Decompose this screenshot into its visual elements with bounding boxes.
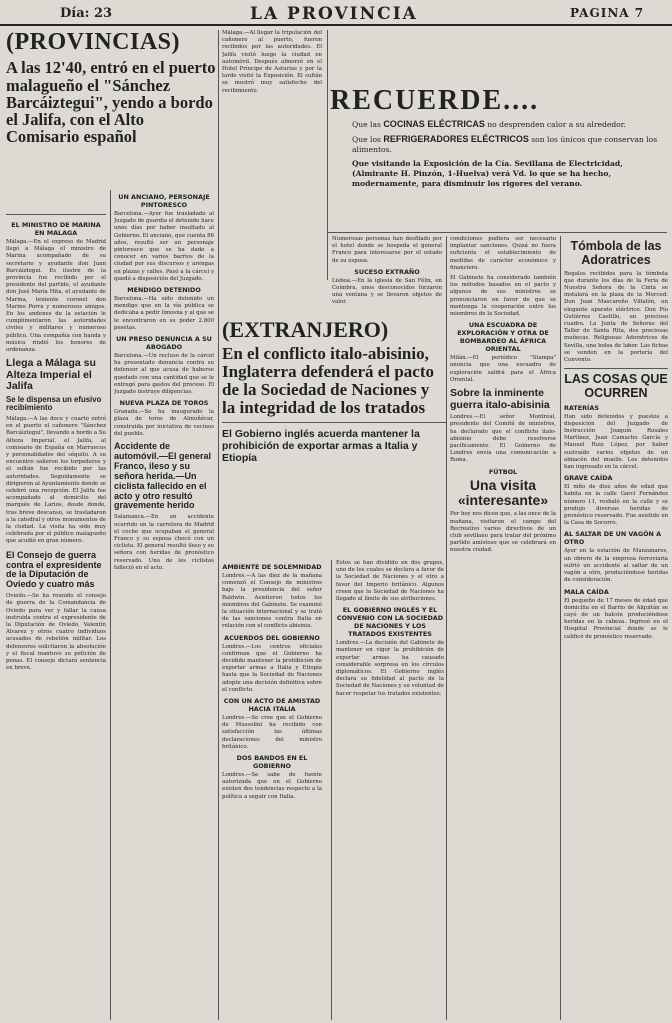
newspaper-title: LA PROVINCIA (250, 4, 418, 24)
article-text: Granada.—Se ha inaugurado la plaza de toros de Almuñécar, construida por iniciativa de vecinos del pueblo. (114, 409, 214, 437)
divider (564, 368, 668, 369)
article-text: Londres.—Se cree que el Gobierno de Mussolini ha recibido con satisfacción las últimas declaraciones del ministro británico. (222, 715, 322, 750)
article-heading: UNA ESCUADRA DE EXPLORACIÓN Y OTRA DE BOMBARDEO AL ÁFRICA ORIENTAL (457, 321, 549, 354)
article-text: Salamanca.—En un accidente ocurrido en la carretera de Madrid el coche que ocupaban el general Franco y su esposa chocó con un ciclista. El general resultó ileso y su señora con heridas de pronóstico reservado. Uno de los ciclistas falleció en el acto. (114, 514, 214, 571)
column-rule (327, 30, 328, 280)
article-text: Han sido detenidos y puestos a disposición del Juzgado de Instrucción Joaquín Rosales Martínez, Juan Camacho García y Manuel Ruiz López, por haber sustraído varios objetos de un almacén del muelle. Los detenidos han ingresado en la cárcel. (564, 413, 668, 471)
column-2 (114, 190, 214, 1020)
article-text: Málaga.—En el expreso de Madrid llegó a Málaga el ministro de Marina acompañado de su secretario y ayudante don Juan Barcáiztegui. Es ilustre de la provincia fue recibido por el presidente del partido, el ayudante don José María Hita, el ayudante de Marina, teniente coronel don Marino Porra y numerosos amigos. En los andenes de la estación le cumplimentaron las autoridades civiles y militares y numeroso público. Una compañía con banda y música rindió los honores de ordenanza. (6, 239, 106, 354)
article-heading: ACUERDOS DEL GOBIERNO (224, 633, 320, 642)
column-4-upper (332, 236, 442, 316)
article-text: Oviedo.—Se ha reunido el consejo de guerra de la Comandancia de Oviedo para ver y fallar la causa instruida contra el expresidente de la Diputación de Oviedo, Valentín Alvarez y otros cuatro individuos acusados de rebelión militar. Los defensores solicitaron la absolución y el fiscal mantuvo su petición de penas. El consejo dictará sentencia en breve. (6, 593, 106, 672)
article-heading: MENDIGO DETENIDO (127, 286, 201, 295)
article-heading: DOS BANDOS EN EL GOBIERNO (236, 754, 308, 771)
article-text: Numerosas personas han desfilado por el hotel donde se hospeda el general Franco para interesarse por el estado de su esposa. (332, 236, 442, 264)
article-text: Barcelona.—Ayer fue trasladado al Juzgado de guardia el detenido hace unos días por haber insultado al Gobierno. El anciano, que cuenta 86 años, resultó ser un personaje pintoresco que se ha dado a conocer en varios barrios de la ciudad por sus discursos y arengas en plazas y calles. Pasó a la cárcel y quedó a disposición del Juzgado. (114, 211, 214, 282)
column-rule (446, 236, 447, 1020)
article-heading: NUEVA PLAZA DE TOROS (119, 399, 209, 408)
article-text: Londres.—El señor Montreal, presidente del Comité de ministros, ha declarado que el conflicto italo-abisinio debe resolverse pacíficamente. El Gobierno de Londres envía una comunicación a Roma. (450, 414, 556, 464)
article-text: condiciones pudiera ser necesario implantar sanciones. Quizá no fuera suficiente el establecimiento de medidas de carácter económico y financiero. (450, 236, 556, 271)
column-1 (6, 218, 106, 1018)
article-heading: EL GOBIERNO INGLÉS Y EL CONVENIO CON LA SOCIEDAD DE NACIONES Y LOS TRATADOS EXISTENTES (336, 606, 444, 639)
article-text: Estos se han dividido en dos grupos, uno de los cuales se declara a favor de la Sociedad de Naciones y el otro a favor del Imperio británico. Algunos creen que la Sociedad de Naciones ha llegado al límite de sus atribuciones. (336, 560, 444, 603)
article-text: Málaga.—Al llegar la tripulación del cañonero al puerto, fueron recibidos por las autoridades. El Jalifa visitó luego la ciudad en automóvil. Después almorzó en el Hotel Príncipe de Asturias y por la tarde visitó la Exposición. El sultán se mostró muy satisfecho del recibimiento. (222, 30, 322, 94)
recuerde-advertisement (332, 30, 666, 230)
article-heading: CON UN ACTO DE AMISTAD HACIA ITALIA (223, 697, 321, 714)
article-subheadline: Se le dispensa un efusivo recibimiento (6, 394, 102, 413)
article-text: Regalos recibidos para la tómbola que durante los días de la Feria de Nuestra Señora de la Cinta se instalará en la plaza de la Merced: Don Juan Mascareño Villalón, un elegante aparato eléctrico. Don Pío Gutiérrez Castillo, un precioso cuadro. La Junta de Señoras del Taller de Santa Rita, dos preciosas muñecas. Religiosas Adoratrices de Sevilla, una bolsa de labor. Las fichas se venden en la portería del Convento. (564, 270, 668, 363)
article-text: Barcelona.—Un recluso de la cárcel ha presentado denuncia contra su defensor al que acusa de haberse quedado con una cantidad que se le entregó para gastos del proceso. El Juzgado instruye diligencias. (114, 353, 214, 396)
article-headline: Una visita «interesante» (457, 476, 549, 508)
column-rule (110, 190, 111, 1020)
masthead (0, 0, 672, 26)
article-heading: RATERÍAS (564, 403, 599, 412)
column-rule (560, 236, 561, 1020)
column-3-lower (222, 560, 322, 1020)
article-text: Málaga.—A las doce y cuarto entró en el puerto el cañonero "Sánchez Barcáiztegui", llevando a bordo a Su Alteza Imperial, el Jalifa, al comisario de España en Marruecos y personalidades del séquito. A su encuentro salieron los torpederos y el sultán fue recibido por las autoridades. Seguidamente se dirigieron al Ayuntamiento donde se celebró una recepción. El Jalifa fue acompañado al domicilio del marqués de Larios, desde donde, tras breve descanso, se trasladaron a la catedral y otros monumentos de la ciudad. La visita ha sido muy celebrada por el público malagueño que acudió en gran número. (6, 416, 106, 545)
column-6 (564, 240, 668, 1020)
article-text: Londres.—Los centros oficiales confirman que el Gobierno ha decidido mantener la prohibición de exportar armas a Italia y Etiopía hasta que la Sociedad de Naciones adopte una decisión definitiva sobre el conflicto. (222, 643, 322, 693)
column-rule (218, 30, 219, 1020)
column-5 (450, 236, 556, 1020)
article-text: Londres.—A las diez de la mañana comenzó el Consejo de ministros bajo la presidencia del señor Baldwin. Asistieron todos los miembros del Gabinete. Se examinó la situación internacional y se trató de las sanciones contra Italia en relación con el conflicto abisinio. (222, 573, 322, 630)
article-heading: AL SALTAR DE UN VAGÓN A OTRO (564, 530, 662, 547)
article-text: Londres.—Se sabe de fuente autorizada que en el Gobierno existen dos tendencias respecto a la política a seguir con Italia. (222, 772, 322, 800)
page-date: Día: 23 (60, 6, 113, 21)
article-text: El pequeño de 17 meses de edad que domicilia en el Barrio de Alquitán se cayó de un balcón produciéndose heridas en la cabeza. Ingresó en el Hospital Provincial donde se le calificó de pronóstico reservado. (564, 597, 668, 640)
article-text: Ayer en la estación de Manzanares, un obrero de la empresa ferroviaria sufrió un accidente al saltar de un vagón a otro, produciéndose heridas de consideración. (564, 548, 668, 584)
article-text: El niño de diez años de edad que habita en la calle Garcí Fernández número 11, resbaló en la calle y se produjo diversas heridas de pronóstico reservado. Fue asistido en la Casa de Socorro. (564, 484, 668, 527)
article-text: Lisboa.—En la iglesia de San Félix, en Coimbra, unos desconocidos forzaron una ventana y se llevaron objetos de valor. (332, 277, 442, 306)
extranjero-headline: En el conflicto italo-abisinio, Inglaterra defenderá el pacto de la Sociedad de Naciones y la integridad de los tratados (222, 344, 434, 417)
article-heading: SUCESO EXTRAÑO (354, 267, 420, 276)
divider (222, 422, 446, 423)
article-heading: FÚTBOL (488, 467, 518, 476)
column-rule (331, 560, 332, 1020)
column-4-lower (336, 560, 444, 1020)
article-heading: GRAVE CAÍDA (564, 474, 613, 483)
article-text: Por hoy nos dicen que, a las once de la mañana, visitaron el campo del Recreativo varios directivos de un club sevillano para tratar del próximo partido amistoso que se celebrará en nuestra ciudad. (450, 511, 556, 554)
extranjero-subheadline: El Gobierno inglés acuerda mantener la prohibición de exportar armas a Italia y Etiopía (222, 428, 420, 464)
ad-title: RECUERDE.... (330, 85, 540, 116)
article-text: Barcelona.—Ha sido detenido un mendigo que en la vía pública se dedicaba a pedir limosna y al que se le encontraron en su poder 2.800 pesetas. (114, 296, 214, 331)
page-number: PAGINA 7 (570, 6, 645, 20)
ad-line-2: Que los REFRIGERADORES ELÉCTRICOS son los únicos que conservan los alimentos. (352, 134, 658, 155)
extranjero-block (222, 318, 446, 464)
ad-line-3: Que visitando la Exposición de la Cía. Sevillana de Electricidad, (Almirante H. Pinzón, 1-Huelva) verá Vd. lo que se ha hecho, modernamente, para disminuir los rigores del verano. (352, 159, 623, 189)
lead-headline: A las 12'40, entró en el puerto malagueño el "Sánchez Barcáiztegui", yendo a bordo el Jalifa, con el Alto Comisario español (6, 58, 216, 147)
article-heading: UN PRESO DENUNCIA A SU ABOGADO (116, 335, 212, 352)
ad-line-1: Que las COCINAS ELÉCTRICAS no desprenden calor a su alrededor. (352, 119, 626, 130)
section-extranjero: (EXTRANJERO) (222, 317, 389, 342)
section-provincias: (PROVINCIAS) (6, 29, 180, 55)
article-text: El Gabinete ha considerado también los métodos basados en el pacto y algunos de sus ministros se pronunciaron en favor de que se mantenga la cooperación entre los miembros de la Sociedad. (450, 275, 556, 318)
divider (6, 214, 106, 215)
article-headline: El Consejo de guerra contra el expresidente de la Diputación de Oviedo y cuatro más (6, 549, 102, 590)
article-headline: Accidente de automóvil.—El general Franco, ileso y su señora herida.—Un ciclista fallecido en el acto y otro resultó gravemente herido (114, 441, 212, 511)
divider (327, 232, 667, 233)
article-heading: AMBIENTE DE SOLEMNIDAD (222, 563, 322, 571)
article-text: Londres.—La decisión del Gabinete de mantener en vigor la prohibición de exportar armas ha causado considerable sorpresa en los círculos diplomáticos. El Gobierno inglés declara su fidelidad al pacto de la Sociedad de Naciones y su voluntad de hacer respetar los tratados existentes. (336, 640, 444, 697)
section-headline: LAS COSAS QUE OCURREN (564, 372, 668, 400)
article-heading: EL MINISTRO DE MARINA EN MALAGA (11, 221, 101, 237)
article-headline: Sobre la inminente guerra italo-abisinia (450, 387, 550, 411)
article-heading: UN ANCIANO, PERSONAJE PINTORESCO (118, 193, 210, 209)
article-headline: Llega a Málaga su Alteza Imperial el Jalifa (6, 357, 96, 393)
article-heading: MALA CAÍDA (564, 587, 609, 596)
article-headline: Tómbola de las Adoratrices (570, 240, 662, 267)
lead-block (6, 30, 218, 146)
article-text: Milán.—El periódico "Stampa" anuncia que una escuadra de exploración saldrá para el África Oriental. (450, 355, 556, 383)
